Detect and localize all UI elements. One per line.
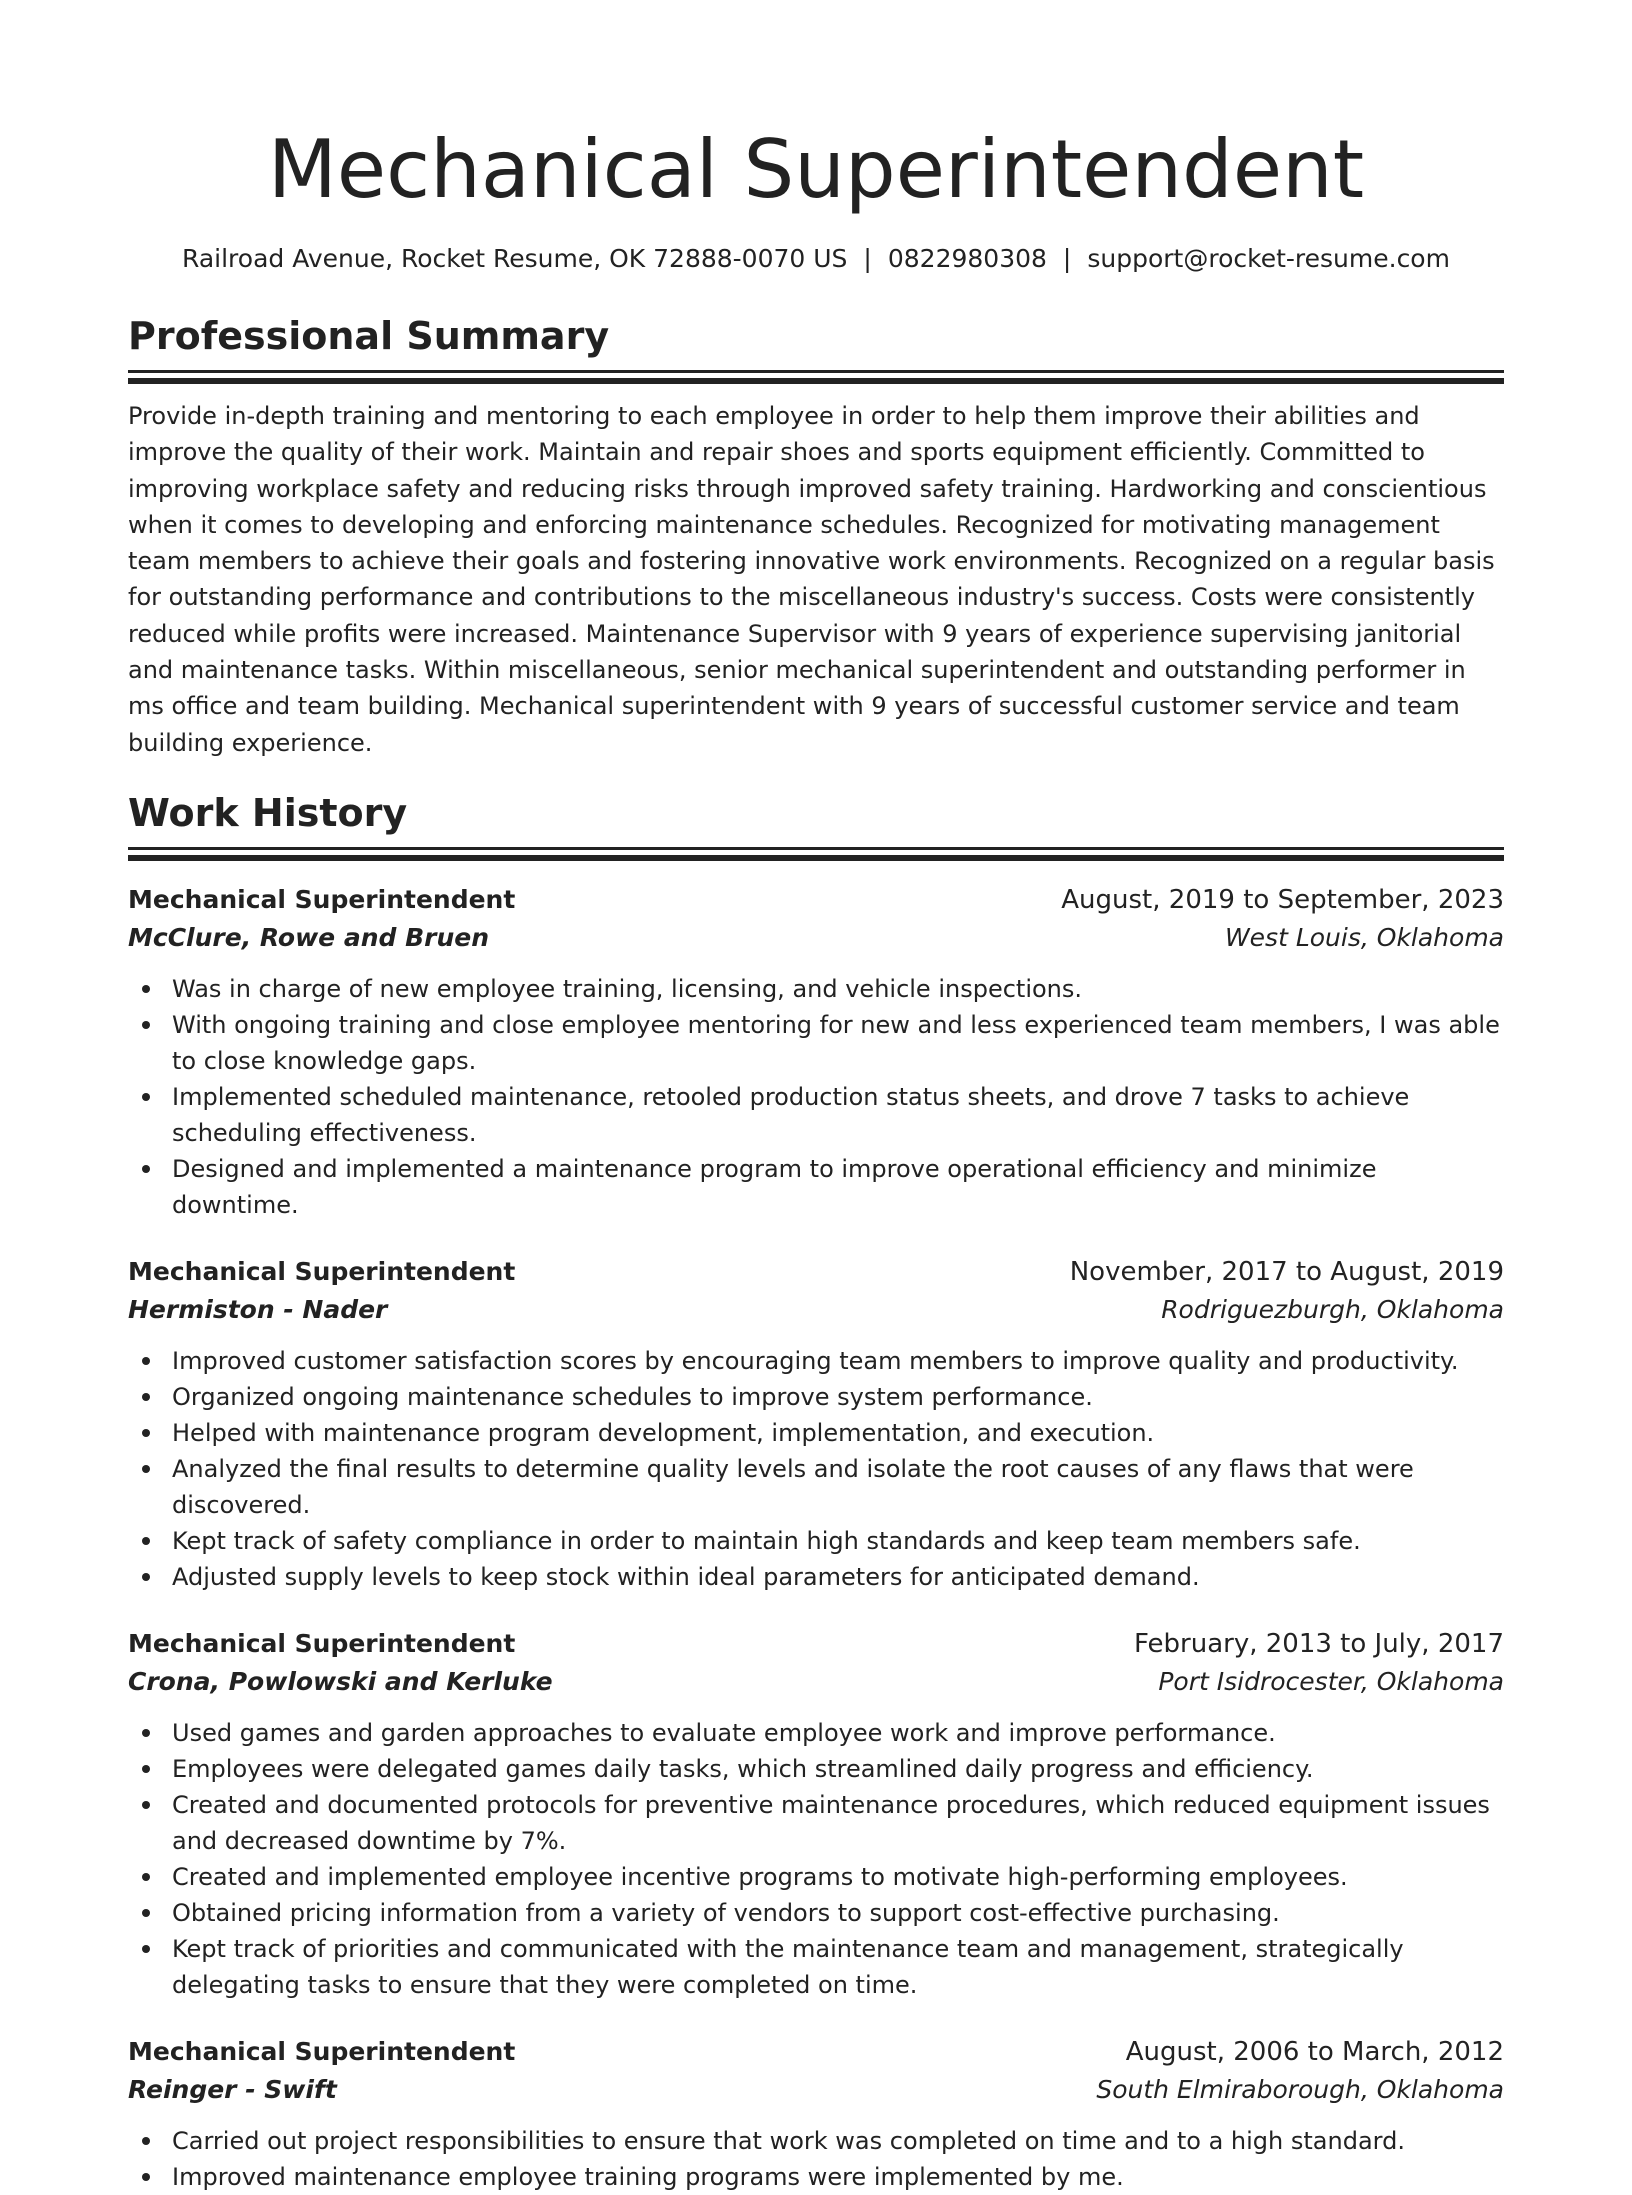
contact-separator: | (863, 244, 872, 273)
job-dates: February, 2013 to July, 2017 (1134, 1628, 1504, 1659)
job-company-row (128, 1291, 1504, 1329)
job-bullet: Obtained pricing information from a variety of vendors to support cost-effective purchasing. (172, 1895, 1504, 1931)
job-entry (128, 2033, 1504, 2195)
job-dates: August, 2006 to March, 2012 (1125, 2036, 1504, 2067)
job-bullets (128, 2123, 1504, 2195)
job-bullet: Improved customer satisfaction scores by encouraging team members to improve quality and productivity. (172, 1343, 1504, 1379)
contact-phone: 0822980308 (887, 244, 1047, 273)
job-company: Reinger - Swift (128, 2074, 337, 2104)
job-title: Mechanical Superintendent (128, 1256, 516, 1286)
summary-text: Provide in-depth training and mentoring to each employee in order to help them improve their abilities and improve the quality of their work. Maintain and repair shoes and sports equipment efficiently. Committed to improving workplace safety and reducing risks through improved safety training. Hardworking and conscientious when it comes to developing and enforcing maintenance schedules. Recognized for motivating management team members to achieve their goals and fostering innovative work environments. Recognized on a regular basis for outstanding performance and contributions to the miscellaneous industry's success. Costs were consistently reduced while profits were increased. Maintenance Supervisor with 9 years of experience supervising janitorial and maintenance tasks. Within miscellaneous, senior mechanical superintendent and outstanding performer in ms office and team building. Mechanical superintendent with 9 years of successful customer service and team building experience. (128, 402, 1495, 757)
job-dates: August, 2019 to September, 2023 (1061, 884, 1504, 915)
contact-separator: | (1062, 244, 1072, 273)
job-title: Mechanical Superintendent (128, 2036, 516, 2066)
job-header-row (128, 1625, 1504, 1663)
job-dates: November, 2017 to August, 2019 (1069, 1256, 1504, 1287)
job-bullet: Designed and implemented a maintenance program to improve operational efficiency and minimize downtime. (172, 1151, 1504, 1223)
job-location: South Elmiraborough, Oklahoma (1096, 2074, 1504, 2104)
resume-page (128, 0, 1504, 2195)
job-bullet: Carried out project responsibilities to ensure that work was completed on time and to a high standard. (172, 2123, 1504, 2159)
job-bullet: Kept track of priorities and communicated with the maintenance team and management, strategically delegating tasks to ensure that they were completed on time. (172, 1931, 1504, 2003)
job-company: McClure, Rowe and Bruen (128, 922, 490, 952)
job-bullet: Kept track of safety compliance in order to maintain high standards and keep team members safe. (172, 1523, 1504, 1559)
job-location: Rodriguezburgh, Oklahoma (1161, 1294, 1504, 1324)
section-divider-thin (128, 847, 1504, 850)
job-entry (128, 1625, 1504, 2003)
section-divider-thin (128, 370, 1504, 373)
work-history-section (128, 789, 1504, 2195)
job-company: Crona, Powlowski and Kerluke (128, 1666, 553, 1696)
job-bullets (128, 971, 1504, 1223)
contact-line (128, 242, 1504, 276)
job-bullet: Organized ongoing maintenance schedules to improve system performance. (172, 1379, 1504, 1415)
job-header-row (128, 2033, 1504, 2071)
job-location: Port Isidrocester, Oklahoma (1158, 1666, 1504, 1696)
section-divider-thick (128, 855, 1504, 861)
job-bullet: Helped with maintenance program development, implementation, and execution. (172, 1415, 1504, 1451)
job-bullet: Implemented scheduled maintenance, retooled production status sheets, and drove 7 tasks to achieve scheduling effectiveness. (172, 1079, 1504, 1151)
job-bullet: With ongoing training and close employee mentoring for new and less experienced team members, I was able to close knowledge gaps. (172, 1007, 1504, 1079)
job-company-row (128, 919, 1504, 957)
job-company: Hermiston - Nader (128, 1294, 388, 1324)
job-header-row (128, 1253, 1504, 1291)
job-company-row (128, 2071, 1504, 2109)
job-bullet: Analyzed the final results to determine quality levels and isolate the root causes of any flaws that were discovered. (172, 1451, 1504, 1523)
resume-name: Mechanical Superintendent (267, 123, 1365, 216)
job-location: West Louis, Oklahoma (1224, 922, 1504, 952)
job-entry (128, 881, 1504, 1223)
job-header-row (128, 881, 1504, 919)
job-title: Mechanical Superintendent (128, 1628, 516, 1658)
job-title: Mechanical Superintendent (128, 884, 516, 914)
job-bullet: Created and implemented employee incentive programs to motivate high-performing employees. (172, 1859, 1504, 1895)
job-entry (128, 1253, 1504, 1595)
job-bullet: Improved maintenance employee training programs were implemented by me. (172, 2159, 1504, 2195)
job-bullet: Adjusted supply levels to keep stock within ideal parameters for anticipated demand. (172, 1559, 1504, 1595)
job-bullet: Used games and garden approaches to evaluate employee work and improve performance. (172, 1715, 1504, 1751)
job-bullet: Was in charge of new employee training, licensing, and vehicle inspections. (172, 971, 1504, 1007)
job-bullet: Created and documented protocols for preventive maintenance procedures, which reduced equipment issues and decreased downtime by 7%. (172, 1787, 1504, 1859)
job-company-row (128, 1663, 1504, 1701)
section-divider-thick (128, 378, 1504, 384)
job-bullets (128, 1715, 1504, 2003)
job-bullets (128, 1343, 1504, 1595)
contact-address: Railroad Avenue, Rocket Resume, OK 72888-0070 US (182, 244, 848, 273)
professional-summary-section (128, 312, 1504, 761)
section-title-work: Work History (128, 790, 408, 835)
section-title-summary: Professional Summary (128, 314, 610, 358)
job-bullet: Employees were delegated games daily tasks, which streamlined daily progress and efficiency. (172, 1751, 1504, 1787)
contact-email[interactable]: support@rocket-resume.com (1087, 244, 1450, 273)
